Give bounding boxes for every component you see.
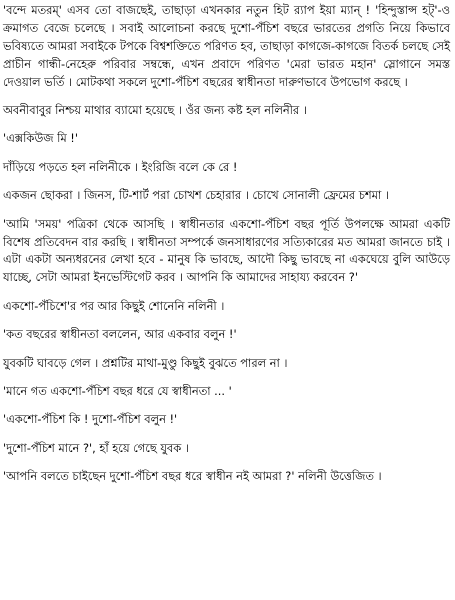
paragraph-youth-confused: যুবকটি ঘাবড়ে গেল । প্রশ্নটির মাথা-মুণ্ডু কিছুই বুঝতে পারল না ।: [3, 355, 288, 370]
story-page: [3, 2, 450, 486]
paragraph-correction: 'একশো-পঁচিশ কি ! দুশো-পঁচিশ বলুন !': [3, 412, 178, 427]
paragraph-reporter-speech: 'আমি 'সময়' পত্রিকা থেকে আসছি । স্বাধীনতার একশো-পঁচিশ বছর পূর্তি উপলক্ষে আমরা একটি বিশেষ প্রতিবেদন বার করছি । স্বাধীনতা সম্পর্কে জনসাধারণের সত্যিকারের মত আমরা জানতে চাই । এটা একটা অন্যধরনের লেখা হবে - মানুষ কি ভাবছে, আদৌ কিছু ভাবছে না একঘেয়ে বুলি আউড়ে যাচ্ছে, সেটা আমরা ইনভেস্টিগেট করব । আপনি কি আমাদের সাহায্য করবেন ?': [3, 216, 450, 285]
paragraph-nalini-excited: 'আপনি বলতে চাইছেন দুশো-পঁচিশ বছর ধরে স্বাধীন নই আমরা ?' নলিনী উত্তেজিত ।: [3, 469, 382, 484]
paragraph-how-many-years: 'কত বছরের স্বাধীনতা বললেন, আর একবার বলুন !': [3, 327, 237, 342]
paragraph-nalini-hears: একশো-পঁচিশে'র পর আর কিছুই শোনেনি নলিনী ।: [3, 298, 225, 313]
paragraph-young-man: একজন ছোকরা । জিনস, টি-শার্ট পরা চোখশ চেহারার । চোখে সোনালী ফ্রেমের চশমা ।: [3, 188, 389, 203]
paragraph-youth-surprised: 'দুশো-পঁচিশ মানে ?', হাঁ হয়ে গেছে যুবক ।: [3, 440, 189, 455]
paragraph-abanibabu: অবনীবাবুর নিশ্চয় মাথার ব্যামো হয়েছে । ওঁর জন্য কষ্ট হল নলিনীর ।: [3, 103, 307, 118]
paragraph-excuse-me: 'এক্সকিউজ মি !': [3, 131, 78, 146]
paragraph-nalini-stops: দাঁড়িয়ে পড়তে হল নলিনীকে । ইংরিজি বলে কে রে !: [3, 159, 238, 174]
paragraph-celebration: 'বন্দে মতরম্' এসব তো বাজছেই, তাছাড়া এখনকার নতুন হিট র‍্যাপ ইয়া ম্যান্‌ ! 'হিন্দুস্তান্স হট্‌'-ও ক্রমাগত বেজে চলেছে । সবাই আলোচনা করছে দুশো-পঁচিশ বছরে ভারতের প্রগতি নিয়ে কিভাবে ভবিষ্যতে আমরা সবাইকে টপকে বিশ্বশক্তিতে পরিণত হব, তাছাড়া কাগজে-কাগজে বিতর্ক চলছে সেই প্রাচীন গান্ধী-নেহেরু পরিবার সম্বন্ধে, এখন প্রবাদে পরিণত 'মেরা ভারত মহান' স্লোগানে সমস্ত দেওয়াল ভর্তি । মোটকথা সকলে দুশো-পঁচিশ বছরের স্বাধীনতা দারুণভাবে উপভোগ করছে ।: [3, 3, 450, 89]
paragraph-meaning: 'মানে গত একশো-পঁচিশ বছর ধরে যে স্বাধীনতা ... ': [3, 384, 232, 398]
